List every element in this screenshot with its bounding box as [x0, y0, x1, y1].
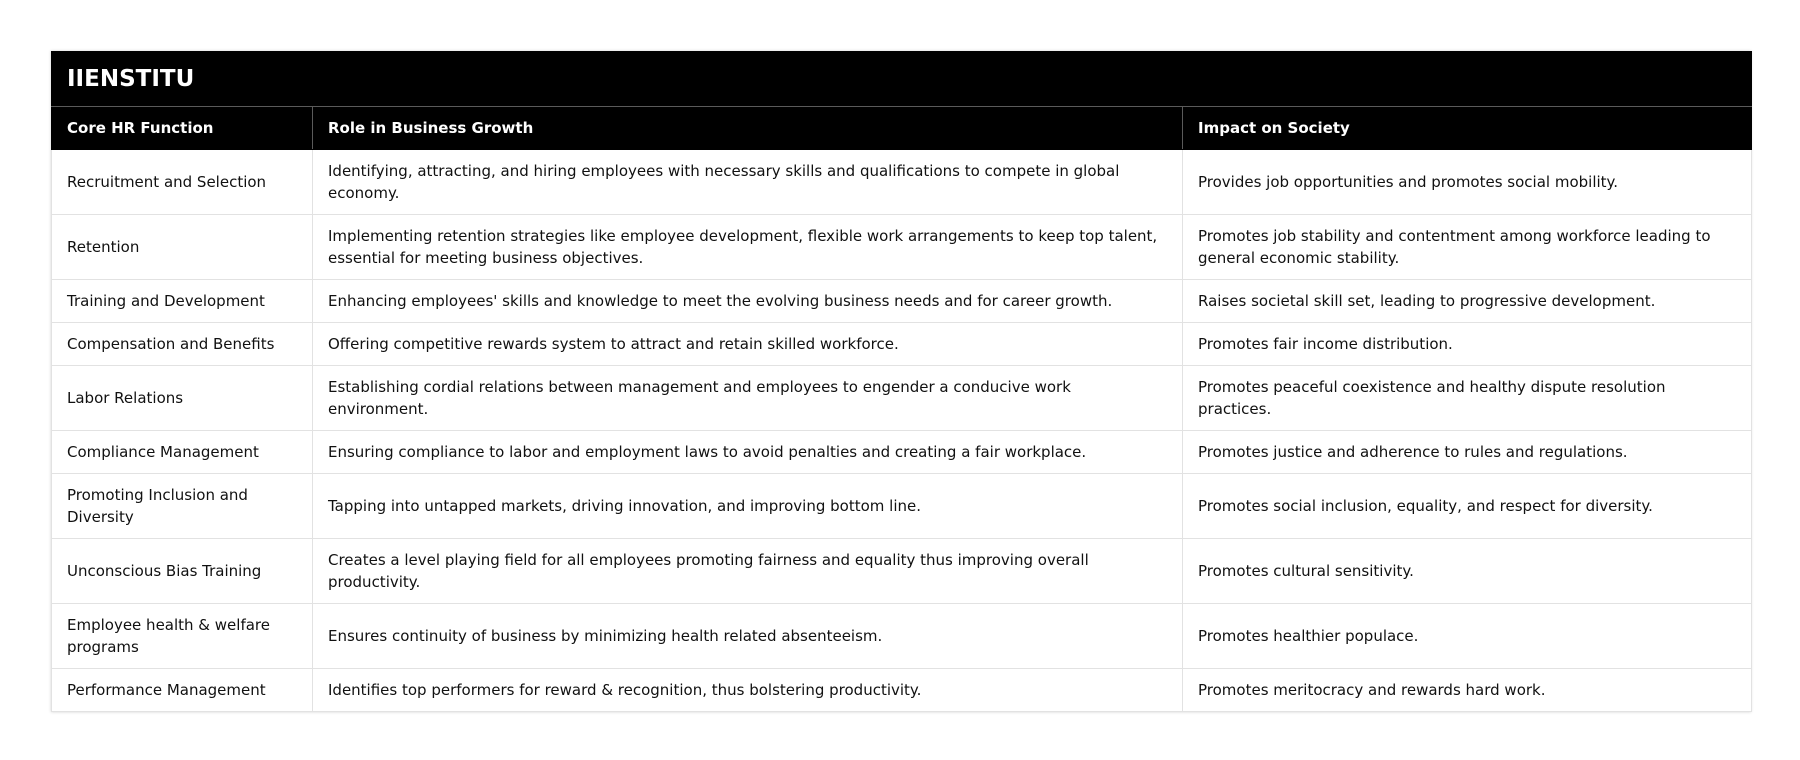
- table-row: [52, 431, 1752, 474]
- cell-role: Ensuring compliance to labor and employment laws to avoid penalties and creating a fair workplace.: [313, 431, 1183, 474]
- hr-functions-table: [51, 51, 1752, 712]
- table-row: [52, 604, 1752, 669]
- cell-function: Employee health & welfare programs: [52, 604, 313, 669]
- cell-impact: Promotes peaceful coexistence and healthy dispute resolution practices.: [1183, 366, 1752, 431]
- cell-role: Identifying, attracting, and hiring employees with necessary skills and qualifications to compete in global economy.: [313, 150, 1183, 215]
- cell-impact: Promotes social inclusion, equality, and respect for diversity.: [1183, 474, 1752, 539]
- column-header-role-in-business-growth: Role in Business Growth: [313, 107, 1183, 150]
- cell-role: Ensures continuity of business by minimizing health related absenteeism.: [313, 604, 1183, 669]
- cell-role: Creates a level playing field for all employees promoting fairness and equality thus improving overall productivity.: [313, 539, 1183, 604]
- table-row: [52, 366, 1752, 431]
- cell-role: Identifies top performers for reward & recognition, thus bolstering productivity.: [313, 669, 1183, 712]
- table-header-row: [52, 107, 1752, 150]
- table-row: [52, 150, 1752, 215]
- cell-impact: Promotes healthier populace.: [1183, 604, 1752, 669]
- table-row: [52, 669, 1752, 712]
- cell-function: Compensation and Benefits: [52, 323, 313, 366]
- table-row: [52, 474, 1752, 539]
- cell-function: Training and Development: [52, 280, 313, 323]
- cell-impact: Promotes job stability and contentment among workforce leading to general economic stability.: [1183, 215, 1752, 280]
- table-row: [52, 539, 1752, 604]
- cell-function: Unconscious Bias Training: [52, 539, 313, 604]
- cell-function: Performance Management: [52, 669, 313, 712]
- hr-functions-table-wrapper: [51, 51, 1751, 712]
- cell-role: Implementing retention strategies like employee development, flexible work arrangements to keep top talent, essential for meeting business objectives.: [313, 215, 1183, 280]
- cell-function: Retention: [52, 215, 313, 280]
- table-title-row: [52, 52, 1752, 107]
- column-header-core-hr-function: Core HR Function: [52, 107, 313, 150]
- table-row: [52, 323, 1752, 366]
- cell-impact: Raises societal skill set, leading to progressive development.: [1183, 280, 1752, 323]
- cell-impact: Promotes justice and adherence to rules and regulations.: [1183, 431, 1752, 474]
- cell-impact: Provides job opportunities and promotes social mobility.: [1183, 150, 1752, 215]
- cell-impact: Promotes cultural sensitivity.: [1183, 539, 1752, 604]
- cell-role: Offering competitive rewards system to attract and retain skilled workforce.: [313, 323, 1183, 366]
- cell-function: Recruitment and Selection: [52, 150, 313, 215]
- cell-role: Enhancing employees' skills and knowledge to meet the evolving business needs and for career growth.: [313, 280, 1183, 323]
- cell-role: Establishing cordial relations between management and employees to engender a conducive work environment.: [313, 366, 1183, 431]
- table-row: [52, 280, 1752, 323]
- column-header-impact-on-society: Impact on Society: [1183, 107, 1752, 150]
- cell-function: Compliance Management: [52, 431, 313, 474]
- cell-impact: Promotes fair income distribution.: [1183, 323, 1752, 366]
- cell-impact: Promotes meritocracy and rewards hard work.: [1183, 669, 1752, 712]
- cell-function: Promoting Inclusion and Diversity: [52, 474, 313, 539]
- table-title: IIENSTITU: [52, 52, 1752, 107]
- cell-function: Labor Relations: [52, 366, 313, 431]
- table-row: [52, 215, 1752, 280]
- cell-role: Tapping into untapped markets, driving innovation, and improving bottom line.: [313, 474, 1183, 539]
